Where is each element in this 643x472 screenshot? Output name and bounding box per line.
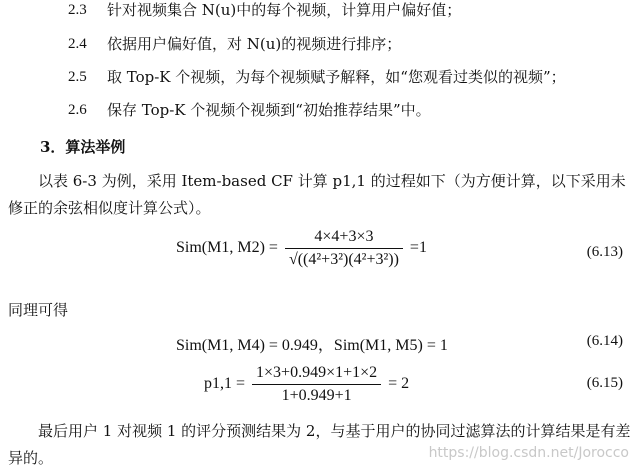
step-number: 2.5 [68,69,87,85]
step-text: 取 Top-K 个视频，为每个视频赋予解释，如“您观看过类似的视频”； [107,68,566,86]
step-text: 依据用户偏好值，对 N(u)的视频进行排序； [107,35,402,53]
equation-number: (6.13) [586,244,623,260]
eq613-denominator: √((4²+3²)(4²+3²)) [288,251,399,268]
eq615-lhs: p1,1 [204,375,232,393]
step-number: 2.3 [68,2,87,18]
eq615-rhs: = 2 [388,375,410,393]
step-text: 保存 Top-K 个视频个视频到“初始推荐结果”中。 [107,101,431,119]
equation-number: (6.14) [586,333,623,349]
equation-number: (6.15) [586,375,623,391]
watermark: https://blog.csdn.net/Jorocco [428,445,629,461]
section-heading: 3．算法举例 [40,138,126,156]
same-reason-text: 同理可得 [8,301,69,319]
step-number: 2.4 [68,36,87,52]
equation-6-14: Sim(M1, M4) = 0.949，Sim(M1, M5) = 1 [176,337,448,354]
equation-6-13: Sim(M1, M2) = $\frac{4\times 4+3\times 3}{\text{√((4²+3²)(4²+3²))}}$ =1 [176,228,427,268]
step-text: 针对视频集合 N(u)中的每个视频，计算用户偏好值； [107,1,462,19]
equation-6-15: p1,1 = $\frac{1\times 3+0.949\times 1+1\times 2}{1+0.949+1}$ = 2 [204,364,410,404]
step-number: 2.6 [68,102,87,118]
eq613-lhs: Sim(M1, M2) [176,239,265,257]
eq613-fraction [285,228,403,269]
intro-paragraph: 以表 6-3 为例，采用 Item-based CF 计算 p1,1 的过程如下（为方便计算，以下采用未修正的余弦相似度计算公式）。 [8,172,626,217]
eq615-numerator: 1×3+0.949×1+1×2 [252,364,381,385]
eq613-numerator: 4×4+3×3 [285,228,403,249]
eq615-denominator: 1+0.949+1 [281,387,352,404]
eq613-rhs: =1 [409,239,427,257]
eq615-fraction [252,364,381,405]
conclusion-paragraph: 最后用户 1 对视频 1 的评分预测结果为 2，与基于用户的协同过滤算法的计算结果是有差异的。 [8,422,631,467]
